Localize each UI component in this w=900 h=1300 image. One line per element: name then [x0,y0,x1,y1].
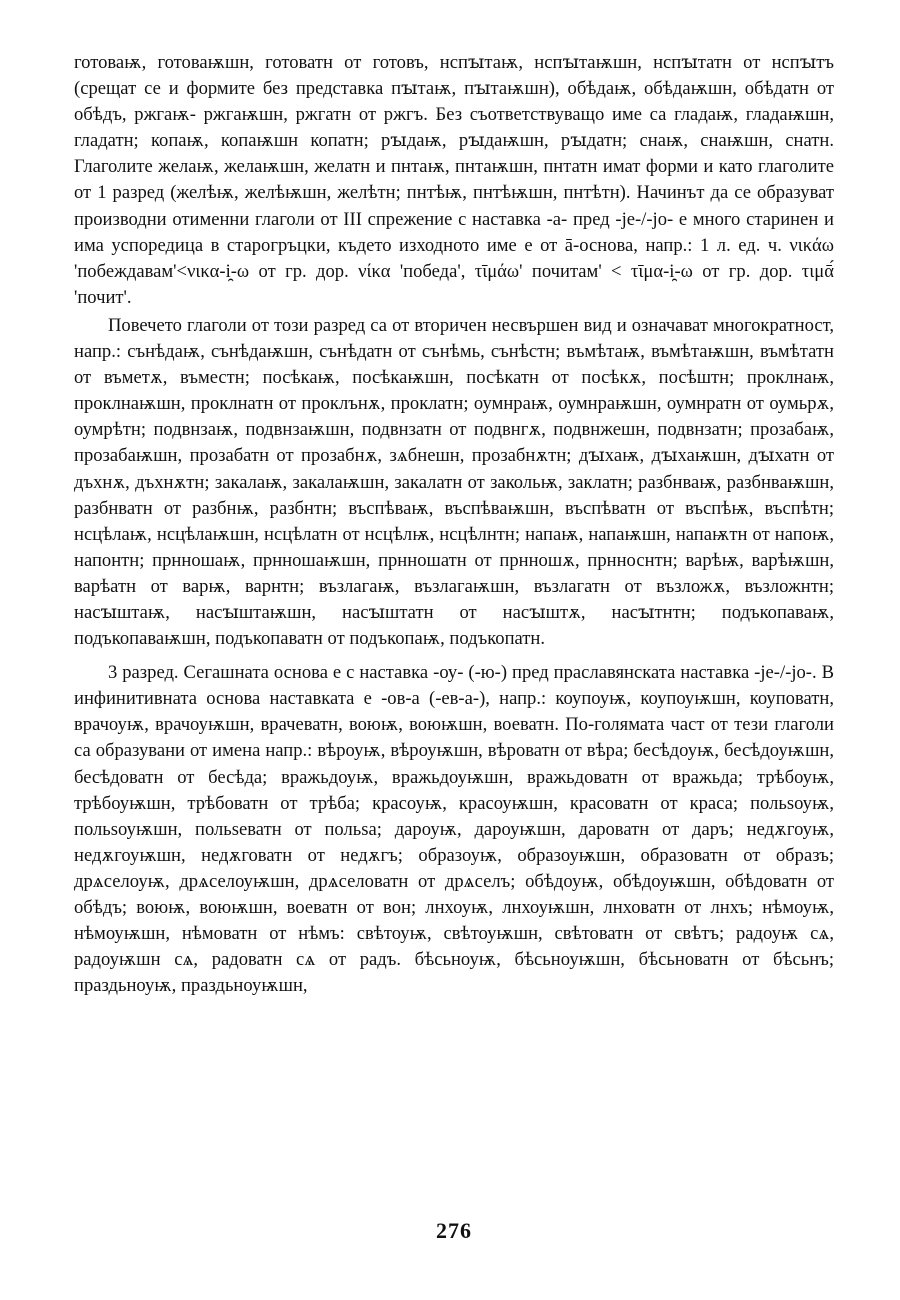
paragraph-1: готоваѭ, готоваѭшн, готоватн от готовъ, нспꙑтаѭ, нспꙑтаѭшн, нспꙑтатн от нспꙑтъ (срещат се и формите без представка пꙑтаѭ, пꙑтаѭшн), обѣдаѭ, обѣдаѭшн, обѣдатн от обѣдъ, ржгаѭ- ржгаѭшн, ржгатн от ржгъ. Без съответствуващо име са гладаѭ, гладаѭшн, гладатн; копаѭ, копаѭшн копатн; рꙑдаѭ, рꙑдаѭшн, рꙑдатн; снаѭ, снаѭшн, снатн. Глаголите желаѭ, желаѭшн, желатн и пнтаѭ, пнтаѭшн, пнтатн имат форми и като глаголите от 1 разред (желѣѭ, желѣѭшн, желѣтн; пнтѣѭ, пнтѣѭшн, пнтѣтн). Начинът да се образуват производни отименни глаголи от III спрежение с наставка -а- пред -je-/-jo- е много старинен и има успоредица в старогръцки, където изходното име е от ā-основа, напр.: 1 л. ед. ч. νικάω 'побеждавам'<νικα-i̯-ω от гр. дор. νίκα 'победа', τῑμάω' почитам' < τῑμα-i̯-ω от гр. дор. τιμᾱ́ 'почит'. [74,52,834,308]
paragraph-2: Повечето глаголи от този разред са от вторичен несвършен вид и означават многократност, напр.: сънѣдаѭ, сънѣдаѭшн, сънѣдатн от сънѣмь, сънѣстн; въмѣтаѭ, въмѣтаѭшн, въмѣтатн от въметѫ, въместн; посѣкаѭ, посѣкаѭшн, посѣкатн от посѣкѫ, посѣштн; проклнаѭ, проклнаѭшн, проклнатн от проклънѫ, проклатн; оумнраѭ, оумнраѭшн, оумнратн от оумьрѫ, оумрѣтн; подвнзаѭ, подвнзаѭшн, подвнзатн от подвнгѫ, подвнжешн, подвнзатн; прозабаѭ, прозабаѭшн, прозабатн от прозабнѫ, зѧбнешн, прозабнѫтн; дꙑхаѭ, дꙑхаѭшн, дꙑхатн от дъхнѫ, дъхнѫтн; закалаѭ, закалаѭшн, закалатн от закольѭ, заклатн; разбнваѭ, разбнваѭшн, разбнватн от разбнѭ, разбнтн; въспѣваѭ, въспѣваѭшн, въспѣватн от въспѣѭ, въспѣтн; нсцѣлаѭ, нсцѣлаѭшн, нсцѣлатн от нсцѣлѭ, нсцѣлнтн; напаѭ, напаѭшн, напаѭтн от напоѭ, напонтн; прнношаѭ, прнношаѭшн, прнношатн от прнношѫ, прнноснтн; варѣѭ, варѣѭшн, варѣатн от варѭ, варнтн; възлагаѭ, възлагаѭшн, възлагатн от възложѫ, възложнтн; насꙑштаѭ, насꙑштаѭшн, насꙑштатн от насꙑштѫ, насꙑтнтн; подъкопаваѭ, подъкопаваѭшн, подъкопаватн от подъкопаѭ, подъкопатн. [74,314,834,650]
page-number: 276 [436,1218,472,1243]
book-page [74,50,834,1250]
paragraph-3: 3 разред. Сегашната основа е с наставка -оу- (-ю-) пред праславянската наставка -je-/-jo-. В инфинитивната основа наставката е -ов-а (-ев-а-), напр.: коупоуѭ, коупоуѭшн, коуповатн, врачоуѭ, врачоуѭшн, врачеватн, воюѭ, воюѭшн, воеватн. По-голямата част от тези глаголи са образувани от имена напр.: вѣроуѭ, вѣроуѭшн, вѣроватн от вѣра; бесѣдоуѭ, бесѣдоуѭшн, бесѣдоватн от бесѣда; вражьдоуѭ, вражьдоуѭшн, вражьдоватн от вражьда; трѣбоуѭ, трѣбоуѭшн, трѣбоватн от трѣба; красоуѭ, красоуѭшн, красоватн от краса; польѕоуѭ, польѕоуѭшн, польѕеватн от польѕа; дароуѭ, дароуѭшн, дароватн от даръ; недѫгоуѭ, недѫгоуѭшн, недѫговатн от недѫгъ; образоуѭ, образоуѭшн, образоватн от образъ; дрѧселоуѭ, дрѧселоуѭшн, дрѧселоватн от дрѧселъ; обѣдоуѭ, обѣдоуѭшн, обѣдоватн от обѣдъ; воюѭ, воюѭшн, воеватн от вон; лнхоуѭ, лнхоуѭшн, лнховатн от лнхъ; нѣмоуѭ, нѣмоуѭшн, нѣмоватн от нѣмъ: свѣтоуѭ, свѣтоуѭшн, свѣтоватн от свѣтъ; радоуѭ сѧ, радоуѭшн сѧ, радоватн сѧ от радъ. бѣсьноуѭ, бѣсьноуѭшн, бѣсьноватн от бѣсьнъ; праздьноуѭ, праздьноуѭшн, [74,662,834,997]
